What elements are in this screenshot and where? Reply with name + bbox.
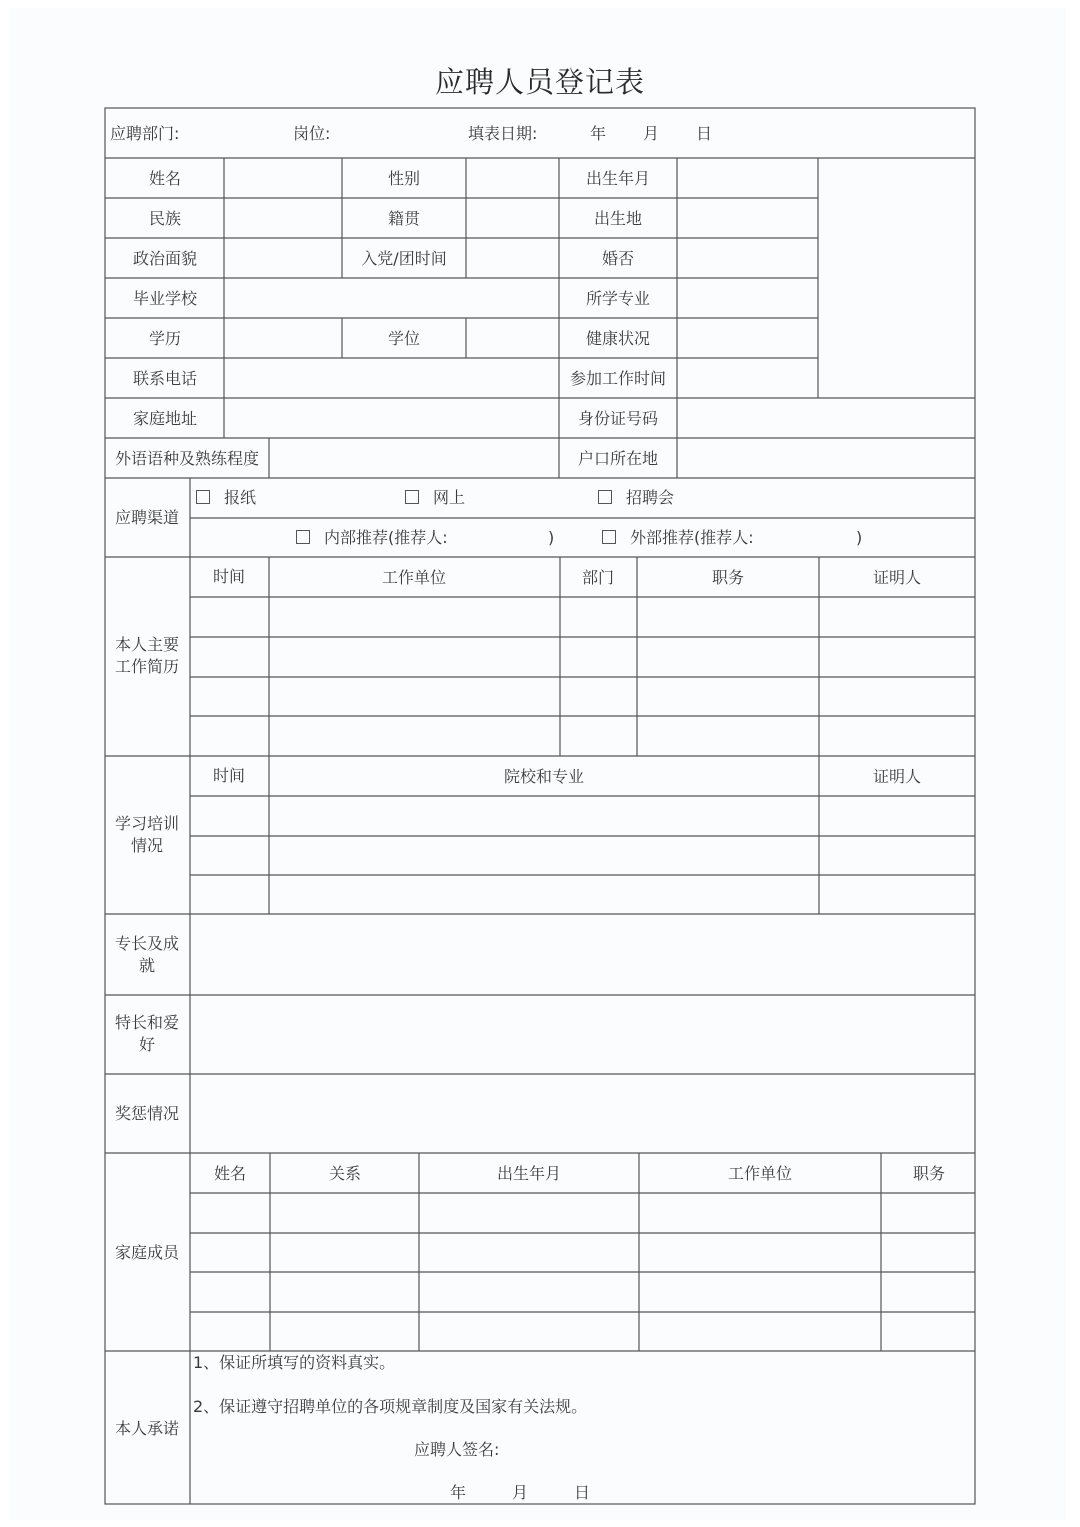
pledge-label: 本人承诺 <box>114 1419 180 1438</box>
checkbox-internal[interactable] <box>296 530 310 544</box>
hobby-label: 特长和爱好 <box>114 1013 179 1054</box>
work-position-header: 职务 <box>711 568 745 587</box>
channel-fair-option[interactable] <box>598 488 674 508</box>
id-number-label: 身份证号码 <box>577 409 659 428</box>
pledge-year: 年 <box>450 1483 467 1502</box>
native-label: 籍贯 <box>387 209 421 228</box>
family-label: 家庭成员 <box>114 1243 180 1262</box>
channel-internal-option[interactable] <box>296 528 448 548</box>
name-label: 姓名 <box>148 169 182 188</box>
join-party-label: 入党/团时间 <box>361 249 447 268</box>
channel-label: 应聘渠道 <box>114 508 180 527</box>
fair-text: 招聘会 <box>626 488 675 507</box>
checkbox-online[interactable] <box>405 490 419 504</box>
pledge-month: 月 <box>512 1483 529 1502</box>
newspaper-text: 报纸 <box>224 488 257 507</box>
family-relation-header: 关系 <box>328 1164 362 1183</box>
pledge-day: 日 <box>574 1483 591 1502</box>
form-title: 应聘人员登记表 <box>434 65 645 99</box>
birth-label: 出生年月 <box>585 169 651 188</box>
work-start-label: 参加工作时间 <box>569 369 667 388</box>
study-label: 学习培训情况 <box>114 814 179 855</box>
work-company-header: 工作单位 <box>381 568 447 587</box>
hukou-label: 户口所在地 <box>577 449 659 468</box>
internal-close-paren: ) <box>548 528 555 547</box>
school-label: 毕业学校 <box>132 289 198 308</box>
work-time-header: 时间 <box>212 567 246 586</box>
external-text: 外部推荐(推荐人: <box>630 528 754 547</box>
checkbox-external[interactable] <box>602 530 616 544</box>
dept-label: 应聘部门: <box>110 124 180 143</box>
checkbox-newspaper[interactable] <box>196 490 210 504</box>
work-dept-header: 部门 <box>581 568 615 587</box>
channel-external-option[interactable] <box>602 528 754 548</box>
education-label: 学历 <box>148 329 182 348</box>
health-label: 健康状况 <box>585 329 651 348</box>
work-history-label: 本人主要工作简历 <box>114 635 179 676</box>
family-position-header: 职务 <box>912 1164 946 1183</box>
phone-label: 联系电话 <box>132 369 198 388</box>
date-month: 月 <box>643 124 660 143</box>
online-text: 网上 <box>433 488 466 507</box>
address-label: 家庭地址 <box>132 409 198 428</box>
skills-label: 专长及成就 <box>114 934 179 975</box>
ethnic-label: 民族 <box>148 209 182 228</box>
gender-label: 性别 <box>387 169 421 188</box>
study-witness-header: 证明人 <box>872 767 922 786</box>
work-witness-header: 证明人 <box>872 568 922 587</box>
channel-newspaper-option[interactable] <box>196 488 256 508</box>
family-birth-header: 出生年月 <box>496 1164 562 1183</box>
post-label: 岗位: <box>293 124 331 143</box>
language-label: 外语语种及熟练程度 <box>114 449 260 468</box>
birthplace-label: 出生地 <box>593 209 643 228</box>
checkbox-fair[interactable] <box>598 490 612 504</box>
political-label: 政治面貌 <box>132 249 198 268</box>
external-close-paren: ) <box>856 528 863 547</box>
study-school-header: 院校和专业 <box>503 767 585 786</box>
degree-label: 学位 <box>387 329 421 348</box>
internal-text: 内部推荐(推荐人: <box>324 528 448 547</box>
pledge-line-1: 1、保证所填写的资料真实。 <box>193 1353 396 1372</box>
signature-label: 应聘人签名: <box>414 1440 500 1459</box>
date-day: 日 <box>696 124 713 143</box>
major-label: 所学专业 <box>585 289 651 308</box>
marital-label: 婚否 <box>601 249 635 268</box>
family-name-header: 姓名 <box>213 1164 247 1183</box>
study-time-header: 时间 <box>212 766 246 785</box>
channel-online-option[interactable] <box>405 488 465 508</box>
date-year: 年 <box>590 124 607 143</box>
award-label: 奖惩情况 <box>114 1104 180 1123</box>
date-label: 填表日期: <box>468 124 538 143</box>
pledge-line-2: 2、保证遵守招聘单位的各项规章制度及国家有关法规。 <box>193 1397 588 1416</box>
family-company-header: 工作单位 <box>727 1164 793 1183</box>
